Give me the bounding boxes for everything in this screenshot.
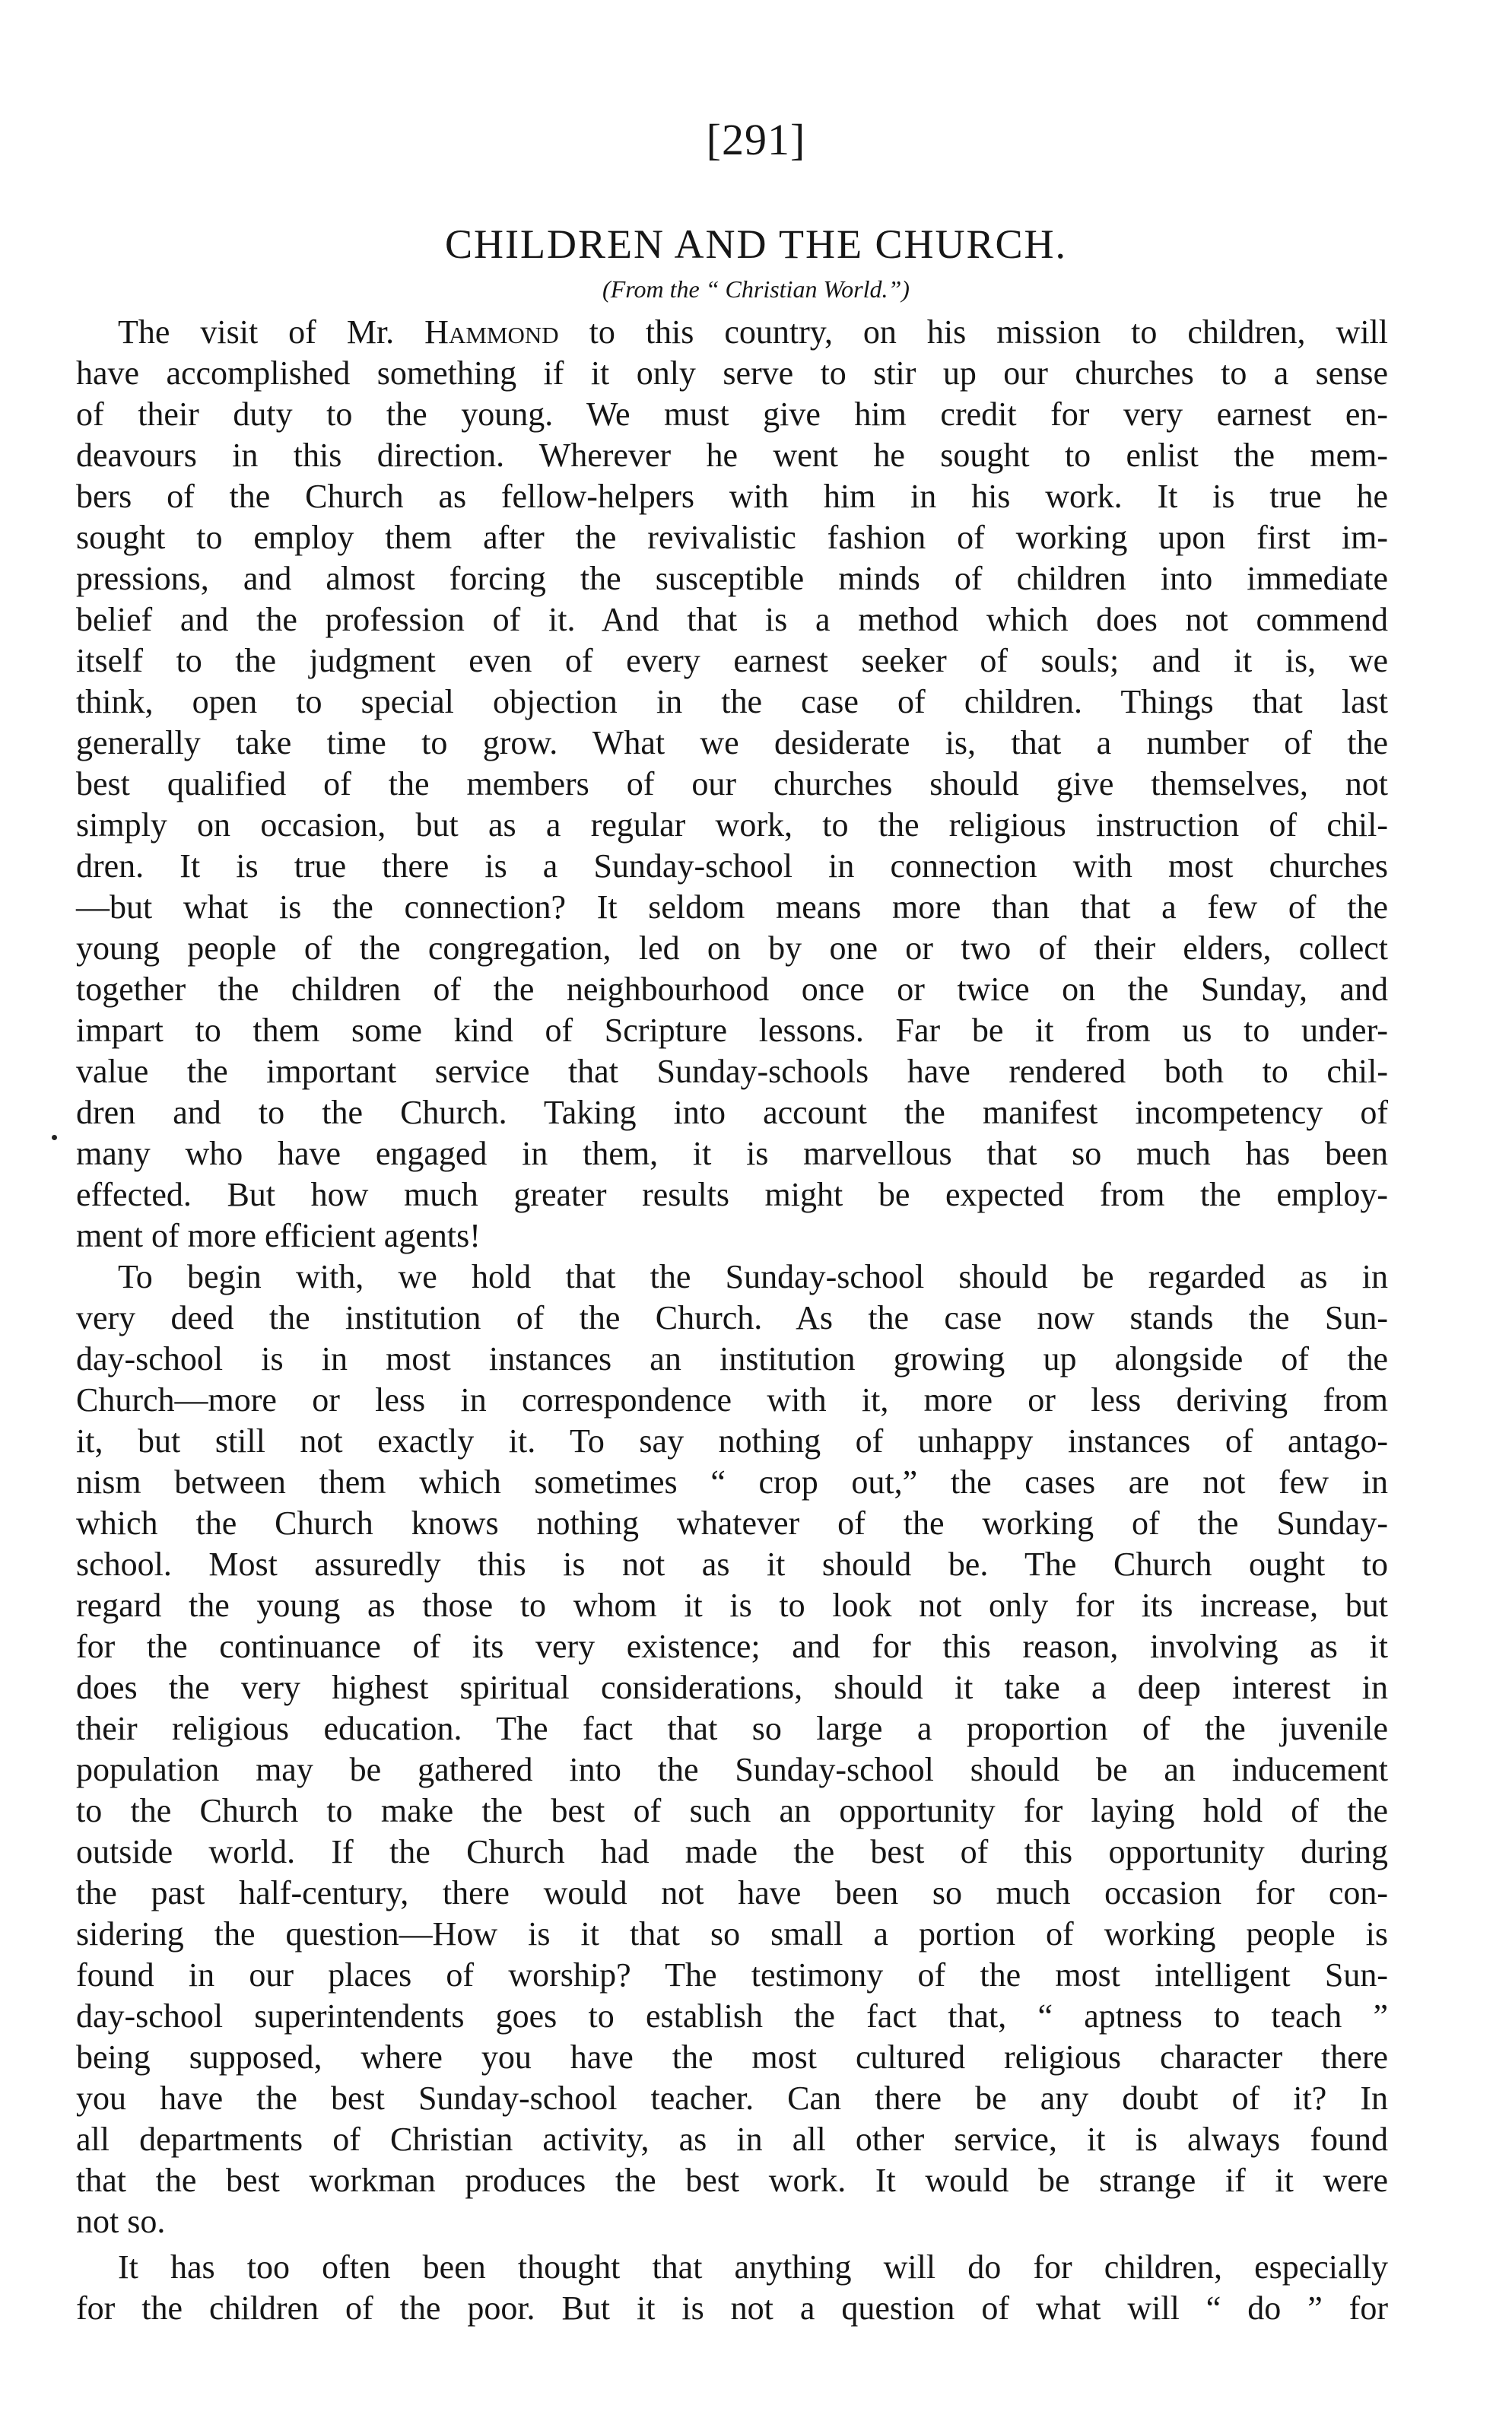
paragraph-line: population may be gathered into the Sunday-school should be an inducement <box>76 1751 1388 1788</box>
paragraph-line: The visit of Mr. Hammond to this country, on his mission to children, will <box>118 313 1388 351</box>
paragraph-line: bers of the Church as fellow-helpers with him in his work. It is true he <box>76 478 1388 515</box>
paragraph-line: effected. But how much greater results might be expected from the employ- <box>76 1176 1388 1213</box>
paragraph-line: many who have engaged in them, it is marvellous that so much has been <box>76 1135 1388 1172</box>
paragraph-line: day-school superintendents goes to establish the fact that, “ aptness to teach ” <box>76 1997 1388 2035</box>
paragraph-line: It has too often been thought that anything will do for children, especially <box>118 2248 1388 2286</box>
paragraph-line: outside world. If the Church had made the best of this opportunity during <box>76 1833 1388 1870</box>
paragraph-line: nism between them which sometimes “ crop out,” the cases are not few in <box>76 1463 1388 1501</box>
paragraph-line: itself to the judgment even of every earnest seeker of souls; and it is, we <box>76 642 1388 679</box>
paragraph-line: dren and to the Church. Taking into account the manifest incompetency of <box>76 1094 1388 1131</box>
paragraph-2 <box>76 1257 1388 2242</box>
paragraph-line: belief and the profession of it. And that is a method which does not commend <box>76 601 1388 638</box>
paragraph-line: simply on occasion, but as a regular work, to the religious instruction of chil- <box>76 806 1388 844</box>
person-name: Hammond <box>424 313 559 351</box>
paragraph-line: sought to employ them after the revivalistic fashion of working upon first im- <box>76 519 1388 556</box>
paragraph-line: regard the young as those to whom it is to look not only for its increase, but <box>76 1587 1388 1624</box>
paragraph-line: found in our places of worship? The testimony of the most intelligent Sun- <box>76 1956 1388 1994</box>
paragraph-1 <box>76 312 1388 1257</box>
article-body <box>76 312 1388 2329</box>
paragraph-line: have accomplished something if it only serve to stir up our churches to a sense <box>76 354 1388 392</box>
paragraph-line: best qualified of the members of our churches should give themselves, not <box>76 765 1388 802</box>
page-number: [291] <box>706 115 806 164</box>
paragraph-line: young people of the congregation, led on by one or two of their elders, collect <box>76 929 1388 967</box>
article-title: CHILDREN AND THE CHURCH. <box>444 221 1068 267</box>
paragraph-line: dren. It is true there is a Sunday-school in connection with most churches <box>76 847 1388 885</box>
margin-mark <box>52 1135 57 1140</box>
paragraph-line: sidering the question—How is it that so small a portion of working people is <box>76 1915 1388 1953</box>
paragraph-line: pressions, and almost forcing the susceptible minds of children into immediate <box>76 560 1388 597</box>
paragraph-line: to the Church to make the best of such an opportunity for laying hold of the <box>76 1792 1388 1829</box>
paragraph-line: To begin with, we hold that the Sunday-school should be regarded as in <box>118 1258 1388 1295</box>
paragraph-line: day-school is in most instances an institution growing up alongside of the <box>76 1340 1388 1377</box>
paragraph-line: the past half-century, there would not have been so much occasion for con- <box>76 1874 1388 1911</box>
paragraph-line: value the important service that Sunday-schools have rendered both to chil- <box>76 1053 1388 1090</box>
paragraph-line: together the children of the neighbourhood once or twice on the Sunday, and <box>76 971 1388 1008</box>
paragraph-line: think, open to special objection in the case of children. Things that last <box>76 683 1388 720</box>
paragraph-line: their religious education. The fact that so large a proportion of the juvenile <box>76 1710 1388 1747</box>
paragraph-line: generally take time to grow. What we desiderate is, that a number of the <box>76 724 1388 761</box>
paragraph-line: deavours in this direction. Wherever he went he sought to enlist the mem- <box>76 437 1388 474</box>
paragraph-line: school. Most assuredly this is not as it should be. The Church ought to <box>76 1546 1388 1583</box>
paragraph-line: not so. <box>76 2203 166 2240</box>
paragraph-line: that the best workman produces the best work. It would be strange if it were <box>76 2162 1388 2199</box>
paragraph-line: all departments of Christian activity, as in all other service, it is always found <box>76 2121 1388 2158</box>
paragraph-line: which the Church knows nothing whatever of the working of the Sunday- <box>76 1505 1388 1542</box>
article-source: (From the “ Christian World.”) <box>602 275 910 303</box>
paragraph-line: ment of more efficient agents! <box>76 1217 481 1254</box>
paragraph-line: impart to them some kind of Scripture lessons. Far be it from us to under- <box>76 1012 1388 1049</box>
paragraph-line: Church—more or less in correspondence with it, more or less deriving from <box>76 1381 1388 1419</box>
paragraph-line: being supposed, where you have the most cultured religious character there <box>76 2038 1388 2076</box>
paragraph-line: for the continuance of its very existence; and for this reason, involving as it <box>76 1628 1388 1665</box>
paragraph-line: you have the best Sunday-school teacher. Can there be any doubt of it? In <box>76 2080 1388 2117</box>
paragraph-line: it, but still not exactly it. To say nothing of unhappy instances of antago- <box>76 1422 1388 1460</box>
paragraph-3 <box>76 2247 1388 2329</box>
paragraph-line: for the children of the poor. But it is not a question of what will “ do ” for <box>76 2289 1388 2327</box>
paragraph-line: very deed the institution of the Church. As the case now stands the Sun- <box>76 1299 1388 1336</box>
paragraph-line: does the very highest spiritual considerations, should it take a deep interest in <box>76 1669 1388 1706</box>
paragraph-line: —but what is the connection? It seldom means more than that a few of the <box>76 888 1388 926</box>
paragraph-line: of their duty to the young. We must give him credit for very earnest en- <box>76 396 1388 433</box>
